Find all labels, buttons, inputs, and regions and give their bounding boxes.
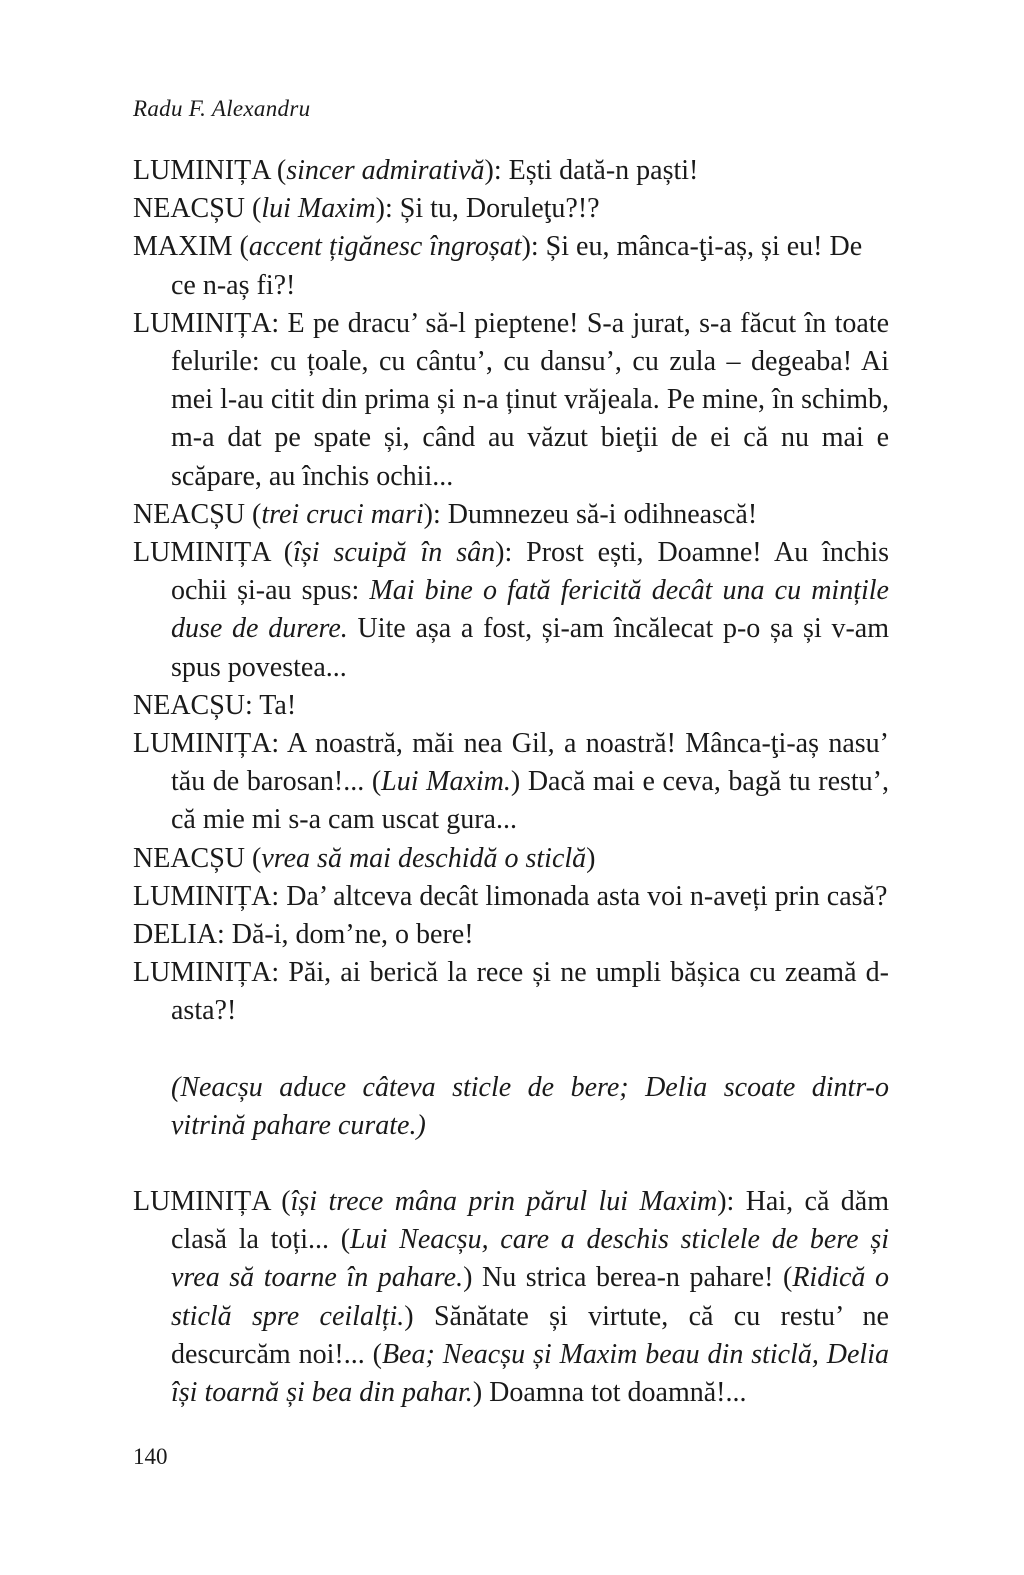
line-maxim-1: MAXIM (accent țigănesc îngroșat): Și eu, mânca-ţi-aș, și eu! De ce n-aș fi?! (133, 231, 863, 301)
line-neacsu-4: NEACȘU (vrea să mai deschidă o sticlă) (133, 842, 596, 874)
line-luminita-3: LUMINIȚA (își scuipă în sân): Prost ești, Doamne! Au închis ochii și-au spus: Mai bine o fată fericită decât una cu mințile duse de durere. Uite așa a fost, și-am încălecat p-o șa și v-am spus povestea... (133, 537, 890, 683)
line-neacsu-2: NEACȘU (trei cruci mari): Dumnezeu să-i odihnească! (133, 498, 758, 530)
spacer (133, 1145, 889, 1183)
line-luminita-5: LUMINIȚA: Da’ altceva decât limonada asta voi n-aveți prin casă? (133, 880, 888, 912)
line-luminita-7: LUMINIȚA (își trece mâna prin părul lui Maxim): Hai, că dăm clasă la toți... (Lui Neacșu, care a deschis sticlele de bere și vrea să toarne în pahare.) Nu strica berea-n pahare! (Ridică o sticlă spre ceilalți.) Sănătate și virtute, că cu restu’ ne descurcăm noi!... (Bea; Neacșu și Maxim beau din sticlă, Delia își toarnă și bea din pahar.) Doamna tot doamnă!... (133, 1186, 889, 1409)
spacer (133, 1031, 889, 1069)
running-head: Radu F. Alexandru (133, 96, 311, 121)
line-neacsu-1: NEACȘU (lui Maxim): Și tu, Doruleţu?!? (133, 193, 600, 225)
line-luminita-1: LUMINIȚA (sincer admirativă): Ești dată-n paști! (133, 155, 699, 186)
line-luminita-2: LUMINIȚA: E pe dracu’ să-l pieptene! S-a jurat, s-a făcut în toate felurile: cu țoale, cu cântu’, cu dansu’, cu zula – degeaba! Ai mei l-au citit din prima și n-a ținut vrăjeala. Pe mine, în schimb, m-a dat pe spate și, când au văzut bieţii de ei că nu mai e scăpare, au închis ochii... (133, 307, 889, 492)
line-neacsu-3: NEACȘU: Ta! (133, 689, 297, 721)
line-luminita-4: LUMINIȚA: A noastră, măi nea Gil, a noastră! Mânca-ţi-aș nasu’ tău de barosan!... (Lui Maxim.) Dacă mai e ceva, bagă tu restu’, că mie mi s-a cam uscat gura... (133, 728, 890, 836)
line-luminita-6: LUMINIȚA: Păi, ai berică la rece și ne umpli bășica cu zeamă d-asta?! (133, 957, 889, 1027)
play-text (133, 152, 889, 1412)
stage-direction: (Neacșu aduce câteva sticle de bere; Delia scoate dintr-o vitrină pahare curate.) (171, 1071, 889, 1141)
line-delia-1: DELIA: Dă-i, dom’ne, o bere! (133, 919, 474, 951)
page-number: 140 (133, 1444, 168, 1469)
